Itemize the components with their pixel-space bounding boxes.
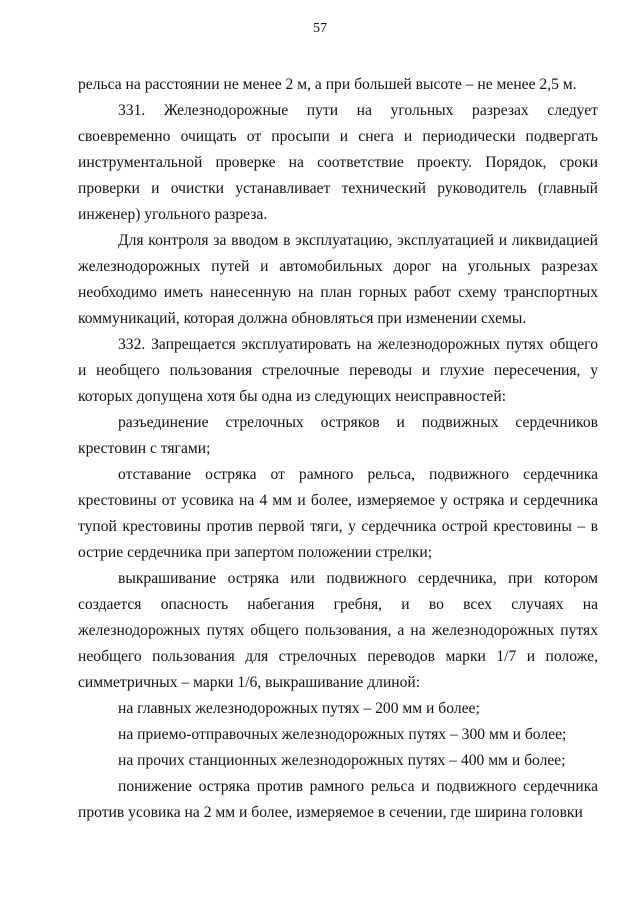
list-item-chipping: выкрашивание остряка или подвижного сердечника, при котором создается опасность набегания гребня, и во всех случаях на железнодорожных путях общего пользования, а на железнодорожных путях необщего пользования для стрелочных переводов марки 1/7 и положе, симметричных – марки 1/6, выкрашивание длиной: [78,570,598,691]
list-item-receiving-tracks: на приемо-отправочных железнодорожных путях – 300 мм и более; [118,726,567,743]
paragraph-control-scheme: Для контроля за вводом в эксплуатацию, эксплуатацией и ликвидацией железнодорожных путей и автомобильных дорог на угольных разрезах необходимо иметь нанесенную на план горных работ схему транспортных коммуникаций, которая должна обновляться при изменении схемы. [78,232,598,327]
paragraph-332: 332. Запрещается эксплуатировать на железнодорожных путях общего и необщего пользования стрелочные переводы и глухие пересечения, у которых допущена хотя бы одна из следующих неисправностей: [78,336,598,405]
list-item-main-tracks: на главных железнодорожных путях – 200 мм и более; [118,700,480,717]
paragraph-rail-distance: рельса на расстоянии не менее 2 м, а при большей высоте – не менее 2,5 м. [78,76,577,93]
list-item-disconnection: разъединение стрелочных остряков и подвижных сердечников крестовин с тягами; [78,414,598,457]
paragraph-331: 331. Железнодорожные пути на угольных разрезах следует своевременно очищать от просыпи и снега и периодически подвергать инструментальной проверке на соответствие проекту. Порядок, сроки проверки и очистки устанавливает технический руководитель (главный инженер) угольного разреза. [78,102,598,223]
page-number: 57 [313,21,327,36]
document-body [78,72,598,826]
list-item-lowering: понижение остряка против рамного рельса и подвижного сердечника против усовика на 2 мм и более, измеряемое в сечении, где ширина головки [78,778,598,821]
list-item-gap: отставание остряка от рамного рельса, подвижного сердечника крестовины от усовика на 4 мм и более, измеряемое у остряка и сердечника тупой крестовины против первой тяги, у сердечника острой крестовины – в острие сердечника при запертом положении стрелки; [78,466,598,561]
list-item-station-tracks: на прочих станционных железнодорожных путях – 400 мм и более; [118,752,566,769]
